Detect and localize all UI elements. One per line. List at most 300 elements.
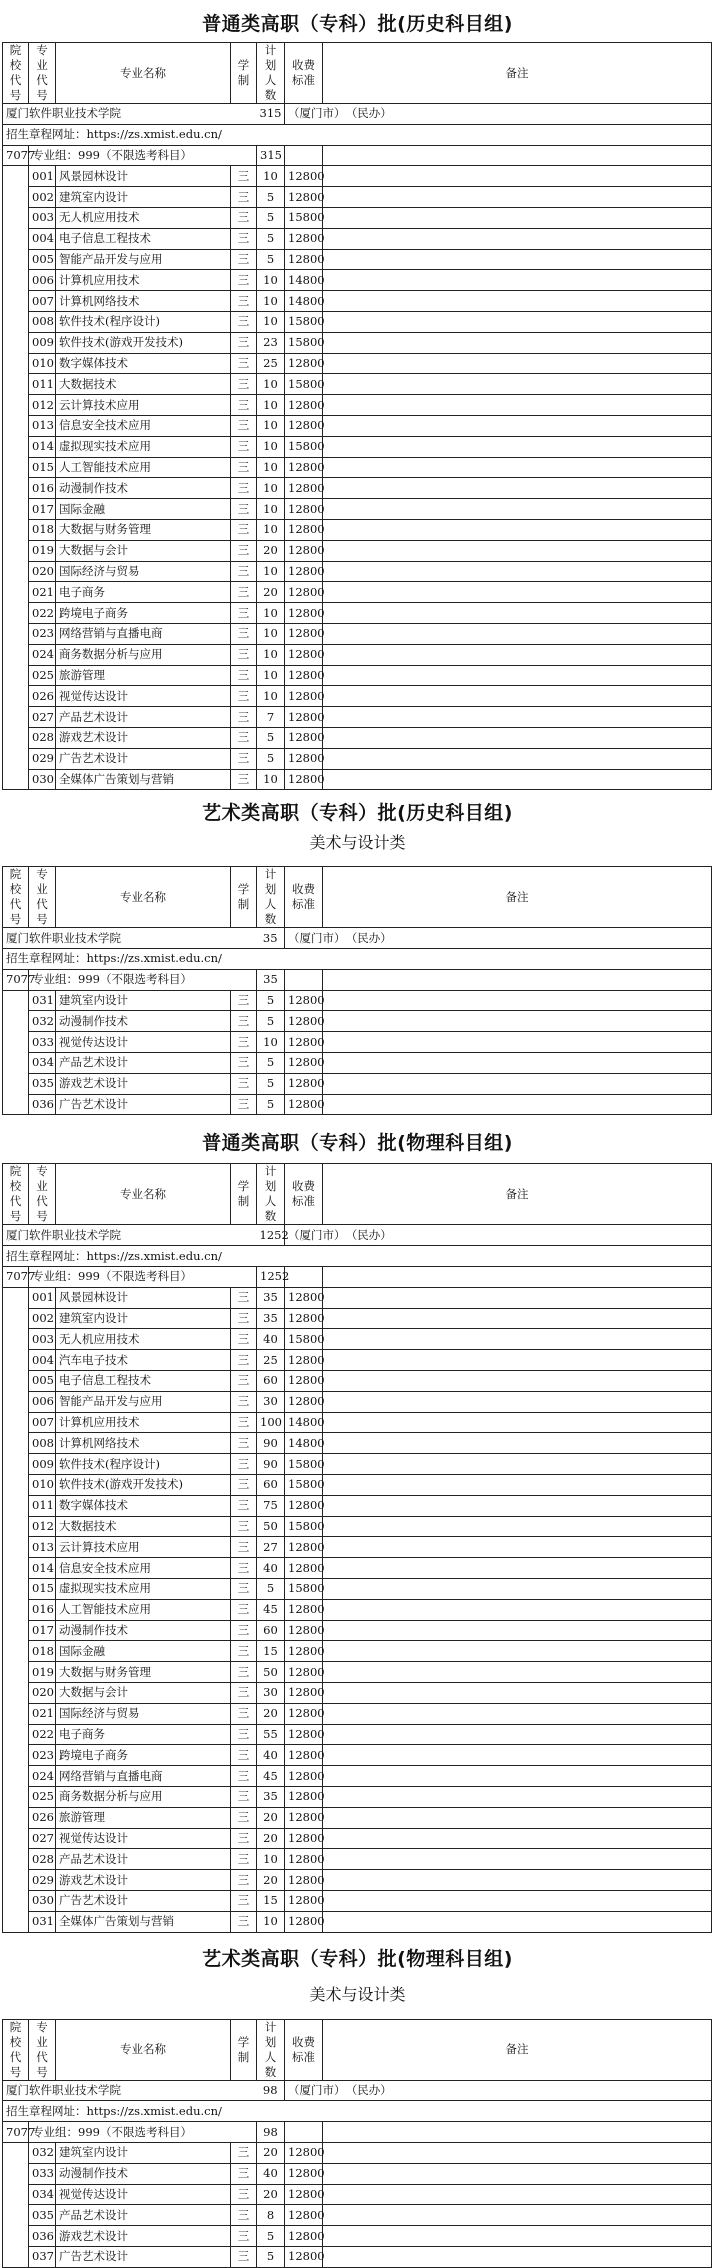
major-code: 033: [29, 1032, 56, 1053]
major-duration: 三: [231, 228, 257, 249]
table-row: [3, 1724, 712, 1745]
school-location-type: [285, 104, 712, 125]
header-major-name: 专业名称: [56, 867, 231, 928]
major-remark: [323, 228, 712, 249]
header-remark: 备注: [323, 1164, 712, 1225]
table-row: [3, 2184, 712, 2205]
major-duration: 三: [231, 478, 257, 499]
site-row: [3, 949, 712, 970]
row-school-code-empty: [3, 478, 29, 499]
table-row: [3, 311, 712, 332]
school-type: （民办）: [351, 930, 392, 945]
group-row: [3, 1267, 712, 1288]
major-duration: 三: [231, 1558, 257, 1579]
major-name: 风景园林设计: [56, 1287, 231, 1308]
major-name: 国际金融: [56, 499, 231, 520]
major-code: 010: [29, 1475, 56, 1496]
table-row: [3, 2205, 712, 2226]
major-duration: 三: [231, 311, 257, 332]
major-code: 016: [29, 1599, 56, 1620]
major-name: 游戏艺术设计: [56, 727, 231, 748]
row-school-code-empty: [3, 1579, 29, 1600]
major-name: 计算机应用技术: [56, 270, 231, 291]
major-plan: 45: [257, 1599, 285, 1620]
major-code: 003: [29, 1329, 56, 1350]
school-row: [3, 928, 712, 949]
major-fee: 12800: [285, 1053, 323, 1074]
admission-site-link[interactable]: 招生章程网址：https://zs.xmist.edu.cn/: [3, 1246, 712, 1267]
major-duration: 三: [231, 1599, 257, 1620]
major-plan: 30: [257, 1683, 285, 1704]
major-name: 动漫制作技术: [56, 478, 231, 499]
major-fee: 12800: [285, 1620, 323, 1641]
header-duration: 学制: [231, 1164, 257, 1225]
table-row: [3, 1391, 712, 1412]
major-name: 云计算技术应用: [56, 1537, 231, 1558]
table-row: [3, 1786, 712, 1807]
row-school-code-empty: [3, 436, 29, 457]
row-school-code-empty: [3, 1911, 29, 1932]
major-name: 风景园林设计: [56, 166, 231, 187]
major-remark: [323, 2142, 712, 2163]
major-name: 软件技术(游戏开发技术): [56, 1475, 231, 1496]
header-fee: 收费标准: [285, 43, 323, 104]
major-remark: [323, 2246, 712, 2267]
major-name: 信息安全技术应用: [56, 415, 231, 436]
major-plan: 5: [257, 1579, 285, 1600]
major-duration: 三: [231, 1350, 257, 1371]
header-major-code: 专业代号: [29, 43, 56, 104]
major-name: 商务数据分析与应用: [56, 1786, 231, 1807]
major-plan: 5: [257, 727, 285, 748]
major-duration: 三: [231, 1662, 257, 1683]
row-school-code-empty: [3, 1766, 29, 1787]
major-name: 大数据与会计: [56, 1683, 231, 1704]
major-plan: 20: [257, 582, 285, 603]
major-code: 034: [29, 2184, 56, 2205]
major-plan: 20: [257, 1870, 285, 1891]
row-school-code-empty: [3, 2163, 29, 2184]
major-duration: 三: [231, 395, 257, 416]
major-remark: [323, 1786, 712, 1807]
major-duration: 三: [231, 499, 257, 520]
table-row: [3, 1537, 712, 1558]
school-name: 厦门软件职业技术学院: [3, 2080, 257, 2101]
major-remark: [323, 187, 712, 208]
major-fee: 12800: [285, 644, 323, 665]
major-code: 030: [29, 1890, 56, 1911]
major-plan: 10: [257, 311, 285, 332]
major-duration: 三: [231, 1433, 257, 1454]
major-name: 人工智能技术应用: [56, 1599, 231, 1620]
major-name: 电子商务: [56, 1724, 231, 1745]
major-duration: 三: [231, 561, 257, 582]
major-plan: 10: [257, 166, 285, 187]
major-name: 网络营销与直播电商: [56, 623, 231, 644]
row-school-code-empty: [3, 457, 29, 478]
school-location-type: [285, 928, 712, 949]
row-school-code-empty: [3, 1537, 29, 1558]
major-duration: 三: [231, 1073, 257, 1094]
row-school-code-empty: [3, 332, 29, 353]
group-total-plan: 98: [257, 2122, 285, 2143]
school-code: 7077: [3, 1267, 29, 1288]
major-name: 视觉传达设计: [56, 1828, 231, 1849]
major-code: 019: [29, 540, 56, 561]
major-duration: 三: [231, 1329, 257, 1350]
row-school-code-empty: [3, 1350, 29, 1371]
table-row: [3, 1579, 712, 1600]
major-plan: 90: [257, 1433, 285, 1454]
school-type: （民办）: [351, 106, 392, 121]
school-total-plan: 1252: [257, 1225, 285, 1246]
major-fee: 12800: [285, 415, 323, 436]
major-code: 006: [29, 1391, 56, 1412]
major-fee: 12800: [285, 1786, 323, 1807]
major-code: 015: [29, 457, 56, 478]
major-name: 计算机网络技术: [56, 291, 231, 312]
table-row: [3, 1032, 712, 1053]
row-school-code-empty: [3, 353, 29, 374]
table-row: [3, 2226, 712, 2247]
major-code: 001: [29, 166, 56, 187]
row-school-code-empty: [3, 1724, 29, 1745]
major-name: 数字媒体技术: [56, 1495, 231, 1516]
major-duration: 三: [231, 415, 257, 436]
school-total-plan: 315: [257, 104, 285, 125]
table-row: [3, 1911, 712, 1932]
major-plan: 20: [257, 1703, 285, 1724]
row-school-code-empty: [3, 769, 29, 790]
major-plan: 35: [257, 1287, 285, 1308]
table-row: [3, 478, 712, 499]
major-name: 全媒体广告策划与营销: [56, 1911, 231, 1932]
major-code: 002: [29, 1308, 56, 1329]
header-major-code: 专业代号: [29, 1164, 56, 1225]
major-plan: 10: [257, 291, 285, 312]
major-name: 大数据技术: [56, 1516, 231, 1537]
table-row: [3, 374, 712, 395]
major-fee: 14800: [285, 1433, 323, 1454]
row-school-code-empty: [3, 623, 29, 644]
table-row: [3, 1011, 712, 1032]
major-fee: 15800: [285, 1516, 323, 1537]
row-school-code-empty: [3, 395, 29, 416]
row-school-code-empty: [3, 1475, 29, 1496]
site-row: [3, 2101, 712, 2122]
major-fee: 12800: [285, 478, 323, 499]
school-row: [3, 2080, 712, 2101]
row-school-code-empty: [3, 1391, 29, 1412]
school-code: 7077: [3, 2122, 29, 2143]
major-name: 汽车电子技术: [56, 1350, 231, 1371]
major-plan: 45: [257, 1766, 285, 1787]
major-code: 036: [29, 1094, 56, 1115]
header-remark: 备注: [323, 43, 712, 104]
major-duration: 三: [231, 1766, 257, 1787]
major-fee: 12800: [285, 249, 323, 270]
major-plan: 5: [257, 1073, 285, 1094]
major-name: 计算机应用技术: [56, 1412, 231, 1433]
major-duration: 三: [231, 166, 257, 187]
major-remark: [323, 1454, 712, 1475]
school-location-type: [285, 2080, 712, 2101]
group-name: 专业组：999（不限选考科目）: [29, 1267, 257, 1288]
school-name: 厦门软件职业技术学院: [3, 1225, 257, 1246]
row-school-code-empty: [3, 582, 29, 603]
major-plan: 5: [257, 228, 285, 249]
major-name: 计算机网络技术: [56, 1433, 231, 1454]
table-row: [3, 332, 712, 353]
major-remark: [323, 686, 712, 707]
major-remark: [323, 2163, 712, 2184]
major-duration: 三: [231, 2205, 257, 2226]
school-row: [3, 104, 712, 125]
major-plan: 10: [257, 499, 285, 520]
table-row: [3, 1745, 712, 1766]
section-3: [0, 1115, 715, 1932]
major-name: 建筑室内设计: [56, 990, 231, 1011]
major-fee: 14800: [285, 1412, 323, 1433]
major-fee: 12800: [285, 228, 323, 249]
major-name: 旅游管理: [56, 1807, 231, 1828]
major-code: 022: [29, 603, 56, 624]
major-fee: 12800: [285, 1724, 323, 1745]
major-remark: [323, 311, 712, 332]
major-duration: 三: [231, 1911, 257, 1932]
major-duration: 三: [231, 291, 257, 312]
table-header-row: [3, 2019, 712, 2080]
header-fee: 收费标准: [285, 2019, 323, 2080]
major-plan: 5: [257, 2226, 285, 2247]
major-remark: [323, 540, 712, 561]
major-name: 大数据与财务管理: [56, 519, 231, 540]
major-remark: [323, 1849, 712, 1870]
major-duration: 三: [231, 1475, 257, 1496]
table-row: [3, 1412, 712, 1433]
major-plan: 35: [257, 1308, 285, 1329]
table-row: [3, 707, 712, 728]
major-remark: [323, 207, 712, 228]
major-fee: 12800: [285, 1890, 323, 1911]
major-fee: 12800: [285, 1287, 323, 1308]
major-fee: 12800: [285, 519, 323, 540]
major-plan: 25: [257, 1350, 285, 1371]
major-plan: 10: [257, 478, 285, 499]
major-plan: 5: [257, 2246, 285, 2267]
section-title: 普通类高职（专科）批(历史科目组): [202, 13, 513, 35]
major-code: 032: [29, 2142, 56, 2163]
major-name: 建筑室内设计: [56, 1308, 231, 1329]
admission-site-link[interactable]: 招生章程网址：https://zs.xmist.edu.cn/: [3, 949, 712, 970]
header-fee: 收费标准: [285, 867, 323, 928]
group-total-plan: 315: [257, 145, 285, 166]
group-row: [3, 145, 712, 166]
major-duration: 三: [231, 519, 257, 540]
major-fee: 12800: [285, 1308, 323, 1329]
major-code: 024: [29, 1766, 56, 1787]
table-row: [3, 1662, 712, 1683]
major-remark: [323, 1412, 712, 1433]
major-remark: [323, 665, 712, 686]
table-row: [3, 1475, 712, 1496]
major-name: 游戏艺术设计: [56, 1073, 231, 1094]
major-plan: 5: [257, 1094, 285, 1115]
major-remark: [323, 249, 712, 270]
row-school-code-empty: [3, 665, 29, 686]
section-title: 普通类高职（专科）批(物理科目组): [202, 1132, 513, 1155]
row-school-code-empty: [3, 603, 29, 624]
admission-site-link[interactable]: 招生章程网址：https://zs.xmist.edu.cn/: [3, 124, 712, 145]
group-fee-empty: [285, 145, 323, 166]
major-code: 017: [29, 1620, 56, 1641]
major-remark: [323, 1495, 712, 1516]
table-row: [3, 769, 712, 790]
major-name: 数字媒体技术: [56, 353, 231, 374]
major-duration: 三: [231, 2226, 257, 2247]
row-school-code-empty: [3, 1849, 29, 1870]
major-name: 网络营销与直播电商: [56, 1766, 231, 1787]
group-fee-empty: [285, 2122, 323, 2143]
major-fee: 15800: [285, 207, 323, 228]
major-remark: [323, 291, 712, 312]
major-name: 动漫制作技术: [56, 1620, 231, 1641]
major-code: 009: [29, 332, 56, 353]
row-school-code-empty: [3, 1433, 29, 1454]
major-code: 013: [29, 415, 56, 436]
major-remark: [323, 748, 712, 769]
row-school-code-empty: [3, 644, 29, 665]
row-school-code-empty: [3, 519, 29, 540]
major-remark: [323, 478, 712, 499]
table-row: [3, 561, 712, 582]
plan-table: [2, 2019, 712, 2268]
row-school-code-empty: [3, 1371, 29, 1392]
admission-site-link[interactable]: 招生章程网址：https://zs.xmist.edu.cn/: [3, 2101, 712, 2122]
major-fee: 12800: [285, 187, 323, 208]
major-name: 智能产品开发与应用: [56, 1391, 231, 1412]
school-row: [3, 1225, 712, 1246]
row-school-code-empty: [3, 561, 29, 582]
table-row: [3, 187, 712, 208]
major-code: 023: [29, 623, 56, 644]
group-name: 专业组：999（不限选考科目）: [29, 969, 257, 990]
major-code: 026: [29, 1807, 56, 1828]
table-row: [3, 228, 712, 249]
table-row: [3, 1890, 712, 1911]
section-title: 艺术类高职（专科）批(历史科目组): [202, 802, 513, 825]
table-row: [3, 1641, 712, 1662]
major-code: 007: [29, 291, 56, 312]
section-subtitle: 美术与设计类: [309, 833, 406, 853]
table-row: [3, 415, 712, 436]
major-name: 游戏艺术设计: [56, 2226, 231, 2247]
table-row: [3, 2142, 712, 2163]
major-plan: 60: [257, 1371, 285, 1392]
group-fee-empty: [285, 969, 323, 990]
major-duration: 三: [231, 1032, 257, 1053]
major-remark: [323, 1475, 712, 1496]
major-remark: [323, 519, 712, 540]
major-plan: 5: [257, 207, 285, 228]
section-subtitle: 美术与设计类: [309, 1984, 406, 2004]
major-fee: 15800: [285, 332, 323, 353]
table-row: [3, 727, 712, 748]
major-fee: 12800: [285, 1703, 323, 1724]
major-duration: 三: [231, 1703, 257, 1724]
table-row: [3, 1073, 712, 1094]
row-school-code-empty: [3, 166, 29, 187]
major-name: 软件技术(程序设计): [56, 311, 231, 332]
row-school-code-empty: [3, 1287, 29, 1308]
table-row: [3, 2163, 712, 2184]
major-duration: 三: [231, 1807, 257, 1828]
major-remark: [323, 415, 712, 436]
major-duration: 三: [231, 990, 257, 1011]
row-school-code-empty: [3, 1558, 29, 1579]
major-fee: 12800: [285, 1870, 323, 1891]
major-remark: [323, 2184, 712, 2205]
major-code: 016: [29, 478, 56, 499]
major-remark: [323, 166, 712, 187]
header-school-code: 院校代号: [3, 1164, 29, 1225]
major-remark: [323, 1683, 712, 1704]
major-plan: 35: [257, 1786, 285, 1807]
major-code: 029: [29, 748, 56, 769]
major-code: 029: [29, 1870, 56, 1891]
header-major-name: 专业名称: [56, 43, 231, 104]
major-remark: [323, 1641, 712, 1662]
major-duration: 三: [231, 1890, 257, 1911]
major-name: 产品艺术设计: [56, 707, 231, 728]
major-name: 电子商务: [56, 582, 231, 603]
section-title: 艺术类高职（专科）批(物理科目组): [202, 1947, 513, 1970]
major-remark: [323, 374, 712, 395]
major-remark: [323, 707, 712, 728]
major-remark: [323, 1745, 712, 1766]
major-duration: 三: [231, 1828, 257, 1849]
major-remark: [323, 1579, 712, 1600]
major-plan: 10: [257, 457, 285, 478]
major-code: 011: [29, 374, 56, 395]
major-fee: 12800: [285, 665, 323, 686]
major-duration: 三: [231, 1371, 257, 1392]
major-remark: [323, 1558, 712, 1579]
major-plan: 10: [257, 270, 285, 291]
major-fee: 12800: [285, 1094, 323, 1115]
major-code: 037: [29, 2246, 56, 2267]
table-row: [3, 1683, 712, 1704]
row-school-code-empty: [3, 990, 29, 1011]
major-fee: 12800: [285, 540, 323, 561]
major-duration: 三: [231, 1516, 257, 1537]
major-plan: 10: [257, 623, 285, 644]
section-4: [0, 1933, 715, 2268]
major-plan: 5: [257, 249, 285, 270]
major-code: 030: [29, 769, 56, 790]
row-school-code-empty: [3, 415, 29, 436]
major-remark: [323, 603, 712, 624]
major-remark: [323, 1073, 712, 1094]
major-code: 009: [29, 1454, 56, 1475]
major-remark: [323, 270, 712, 291]
major-fee: 12800: [285, 1911, 323, 1932]
major-duration: 三: [231, 1454, 257, 1475]
major-duration: 三: [231, 644, 257, 665]
table-row: [3, 1287, 712, 1308]
row-school-code-empty: [3, 1011, 29, 1032]
section-1: [0, 0, 715, 790]
